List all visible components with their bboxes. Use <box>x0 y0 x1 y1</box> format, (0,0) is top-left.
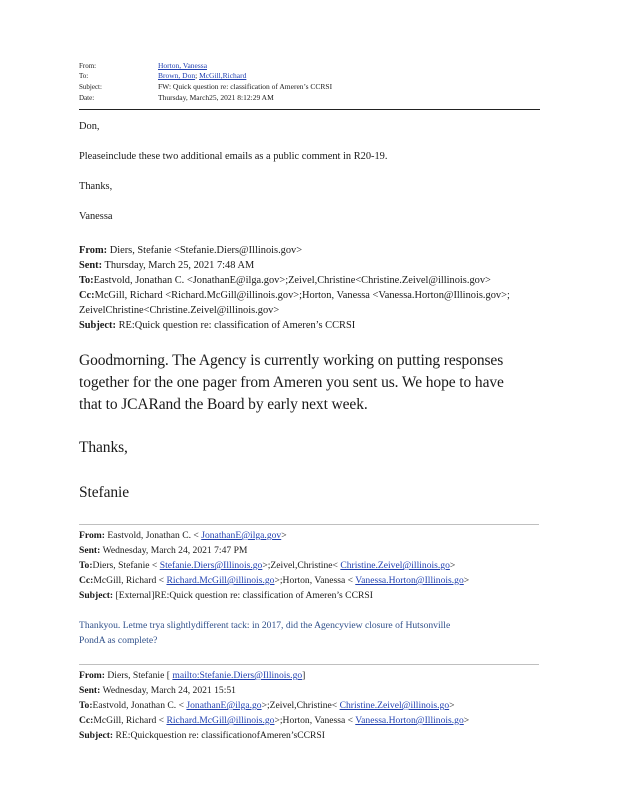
email3-from-text: Eastvold, Jonathan C. < <box>107 530 202 541</box>
email4-cc-label: Cc: <box>79 715 94 726</box>
email2-body-line1: Goodmorning. The Agency is currently working on putting responses <box>79 352 504 369</box>
email3-cc-end: > <box>463 575 470 586</box>
email4-subject-label: Subject: <box>79 730 114 741</box>
email2-subject-value: RE:Quick question re: classification of Ameren’s CCRSI <box>118 320 356 331</box>
email2-body-line3: that to JCARand the Board by early next week. <box>79 396 368 413</box>
email3-to-link1[interactable]: Stefanie.Diers@Illinois.go <box>159 560 263 571</box>
email3-to-text1: Diers, Stefanie < <box>92 560 160 571</box>
email4-cc <box>79 715 469 726</box>
header-to-separator: ; <box>195 71 198 80</box>
email4-to-text2: >;Zeivel,Christine< <box>261 700 340 711</box>
message1-signature: Vanessa <box>79 211 113 222</box>
email2-sent-value: Thursday, March 25, 2021 7:48 AM <box>104 260 255 271</box>
email3-cc <box>79 575 469 586</box>
email4-sent-value: Wednesday, March 24, 2021 15:51 <box>102 685 236 696</box>
email2-from-label: From: <box>79 245 108 256</box>
email4-cc-end: > <box>463 715 470 726</box>
email2-body-line2: together for the one pager from Ameren you sent us. We hope to have <box>79 374 504 391</box>
header-date-value: Thursday, March25, 2021 8:12:29 AM <box>158 93 274 102</box>
email2-to-value: Eastvold, Jonathan C. <JonathanE@ilga.gov>;Zeivel,Christine<Christine.Zeivel@illinois.gov> <box>93 275 491 286</box>
email4-to-end: > <box>449 700 455 711</box>
email3-to-end: > <box>449 560 456 571</box>
email3-cc-text1: McGill, Richard < <box>93 575 167 586</box>
email4-sent <box>79 685 236 696</box>
header-to-link-2[interactable]: McGill,Richard <box>199 71 247 80</box>
email2-to-label: To: <box>79 275 94 286</box>
message1-body: Pleaseinclude these two additional emails as a public comment in R20-19. <box>79 151 388 162</box>
email4-cc-text2: >;Horton, Vanessa < <box>274 715 356 726</box>
email3-cc-label: Cc: <box>79 575 94 586</box>
header-subject-label: Subject: <box>79 83 102 91</box>
email2-thanks: Thanks, <box>79 439 128 456</box>
email2-from-value: Diers, Stefanie <Stefanie.Diers@Illinois.gov> <box>109 245 303 256</box>
header-date-label: Date: <box>79 94 95 102</box>
email3-from-label: From: <box>79 530 105 541</box>
header-from-link[interactable]: Horton, Vanessa <box>158 61 208 70</box>
email4-divider <box>79 664 539 665</box>
header-to-link-1[interactable]: Brown, Don <box>158 71 196 80</box>
header-divider <box>79 109 540 110</box>
email3-cc-link2[interactable]: Vanessa.Horton@Illinois.go <box>355 575 464 586</box>
email4-cc-link2[interactable]: Vanessa.Horton@Illinois.go <box>355 715 464 726</box>
email3-from-link[interactable]: JonathanE@ilga.gov <box>201 530 282 541</box>
email2-subject <box>79 320 355 331</box>
email3-body-line2: PondA as complete? <box>79 635 158 646</box>
email2-subject-label: Subject: <box>79 320 116 331</box>
email4-to-link1[interactable]: JonathanE@ilga.go <box>186 700 262 711</box>
email3-body-line1: Thankyou. Letme trya slightlydifferent tack: in 2017, did the Agencyview closure of Hutsonville <box>79 620 451 631</box>
email3-subject-label: Subject: <box>79 590 114 601</box>
message1-thanks: Thanks, <box>79 181 113 192</box>
header-to-label: To: <box>79 72 89 80</box>
email4-cc-text1: McGill, Richard < <box>93 715 167 726</box>
email2-sent <box>79 260 254 271</box>
email3-divider <box>79 524 539 525</box>
email4-subject-value: RE:Quickquestion re: classificationofAmeren’sCCRSI <box>115 730 325 741</box>
email2-cc-line2: ZeivelChristine<Christine.Zeivel@illinois.gov> <box>79 305 280 316</box>
email4-from-end: ] <box>302 670 306 681</box>
email3-subject-value: [External]RE:Quick question re: classification of Ameren’s CCRSI <box>115 590 373 601</box>
email3-sent <box>79 545 247 556</box>
email3-subject <box>79 590 373 601</box>
email4-to-link2[interactable]: Christine.Zeivel@illinois.go <box>339 700 450 711</box>
email2-cc <box>79 290 510 301</box>
email4-cc-link1[interactable]: Richard.McGill@illinois.go <box>166 715 275 726</box>
email4-to-text1: Eastvold, Jonathan C. < <box>92 700 187 711</box>
message1-greeting: Don, <box>79 121 100 132</box>
email4-from-link[interactable]: mailto:Stefanie.Diers@Illinois.go <box>172 670 303 681</box>
email3-to <box>79 560 455 571</box>
header-subject-value: FW: Quick question re: classification of Ameren’s CCRSI <box>158 82 333 91</box>
email3-sent-value: Wednesday, March 24, 2021 7:47 PM <box>102 545 248 556</box>
email2-to <box>79 275 491 286</box>
email3-to-link2[interactable]: Christine.Zeivel@illinois.go <box>340 560 450 571</box>
email2-signature: Stefanie <box>79 484 129 501</box>
email3-to-text2: >;Zeivel,Christine< <box>262 560 341 571</box>
email3-sent-label: Sent: <box>79 545 101 556</box>
email4-from-text: Diers, Stefanie [ <box>107 670 173 681</box>
email4-from <box>79 670 305 681</box>
header-from-label: From: <box>79 62 97 70</box>
email4-to <box>79 700 455 711</box>
email2-cc-line1: McGill, Richard <Richard.McGill@illinois.gov>;Horton, Vanessa <Vanessa.Horton@Illinois.gov>; <box>94 290 510 301</box>
email2-sent-label: Sent: <box>79 260 103 271</box>
header-to-value <box>158 71 246 80</box>
email4-subject <box>79 730 325 741</box>
email3-from <box>79 530 287 541</box>
email4-sent-label: Sent: <box>79 685 101 696</box>
email2-cc-label: Cc: <box>79 290 95 301</box>
email4-to-label: To: <box>79 700 93 711</box>
email3-from-end: > <box>281 530 287 541</box>
email4-from-label: From: <box>79 670 105 681</box>
email3-cc-link1[interactable]: Richard.McGill@illinois.go <box>166 575 275 586</box>
email3-to-label: To: <box>79 560 93 571</box>
email2-from <box>79 245 302 256</box>
email3-cc-text2: >;Horton, Vanessa < <box>274 575 356 586</box>
